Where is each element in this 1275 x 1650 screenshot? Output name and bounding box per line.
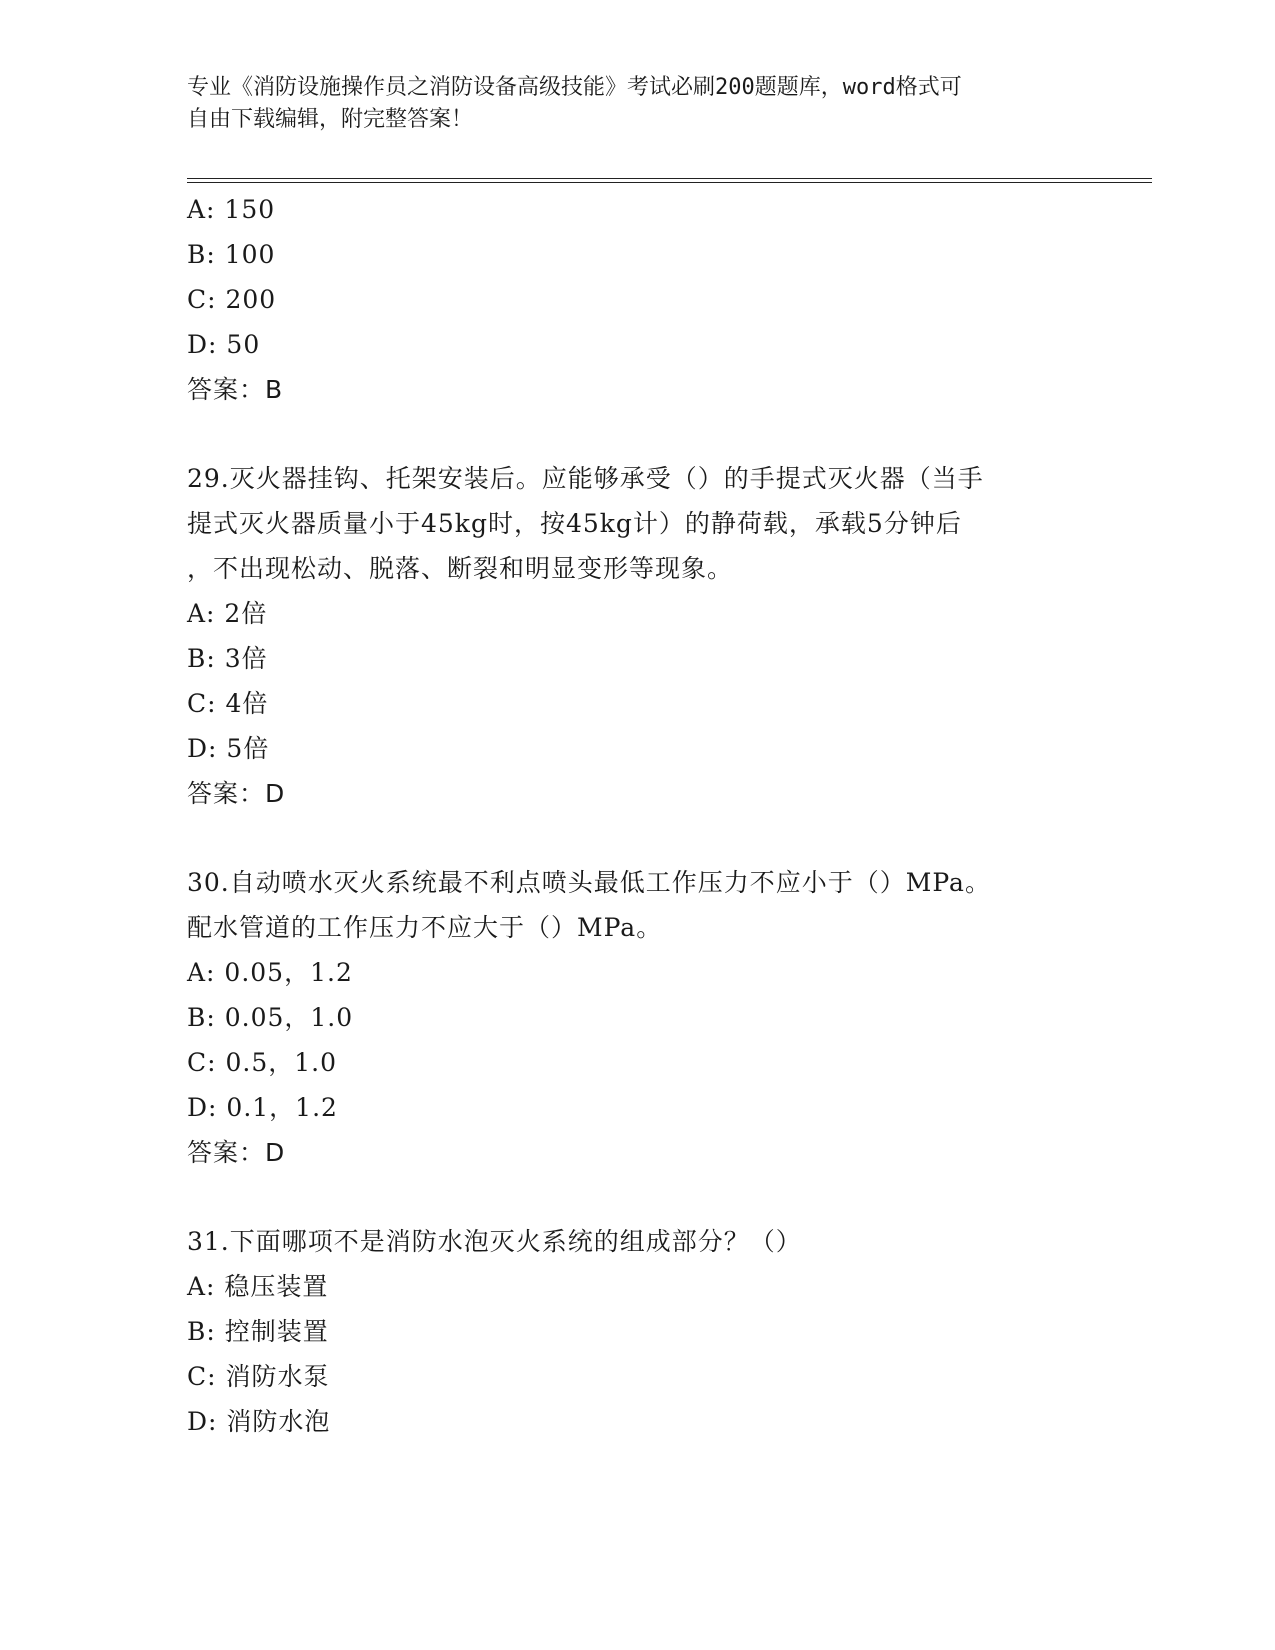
question-31-option-d: D: 消防水泡 — [187, 1407, 331, 1436]
question-30-stem-line-1: 30.自动喷水灭火系统最不利点喷头最低工作压力不应小于（）MPa。 — [187, 868, 991, 897]
question-29-option-c: C: 4倍 — [187, 689, 269, 718]
header-divider-top — [187, 178, 1152, 179]
question-29-option-b: B: 3倍 — [187, 644, 268, 673]
option-c: C: 200 — [187, 285, 277, 314]
question-31-option-a: A: 稳压装置 — [187, 1272, 329, 1301]
question-29-stem-line-3: ，不出现松动、脱落、断裂和明显变形等现象。 — [187, 554, 734, 583]
question-30-answer: 答案：D — [187, 1138, 286, 1167]
header-divider-bottom — [187, 182, 1152, 183]
question-31-option-b: B: 控制装置 — [187, 1317, 329, 1346]
question-31-option-c: C: 消防水泵 — [187, 1362, 330, 1391]
answer: 答案：B — [187, 375, 284, 404]
question-30-option-a: A: 0.05，1.2 — [187, 958, 353, 987]
question-30-option-c: C: 0.5，1.0 — [187, 1048, 338, 1077]
question-29-option-d: D: 5倍 — [187, 734, 270, 763]
question-30-option-d: D: 0.1，1.2 — [187, 1093, 338, 1122]
question-30-stem-line-2: 配水管道的工作压力不应大于（）MPa。 — [187, 913, 663, 942]
option-d: D: 50 — [187, 330, 261, 359]
question-31-stem-line-1: 31.下面哪项不是消防水泡灭火系统的组成部分？（） — [187, 1227, 802, 1256]
question-29-stem-line-2: 提式灭火器质量小于45kg时，按45kg计）的静荷载，承载5分钟后 — [187, 509, 962, 538]
question-29-stem-line-1: 29.灭火器挂钩、托架安装后。应能够承受（）的手提式灭火器（当手 — [187, 464, 984, 493]
option-b: B: 100 — [187, 240, 276, 269]
question-29-answer: 答案：D — [187, 779, 286, 808]
question-30-option-b: B: 0.05，1.0 — [187, 1003, 354, 1032]
option-a: A: 150 — [187, 195, 276, 224]
document-header-line-2: 自由下载编辑，附完整答案！ — [187, 107, 474, 132]
question-29-option-a: A: 2倍 — [187, 599, 268, 628]
document-header-line-1: 专业《消防设施操作员之消防设备高级技能》考试必刷200题题库，word格式可 — [187, 75, 962, 100]
